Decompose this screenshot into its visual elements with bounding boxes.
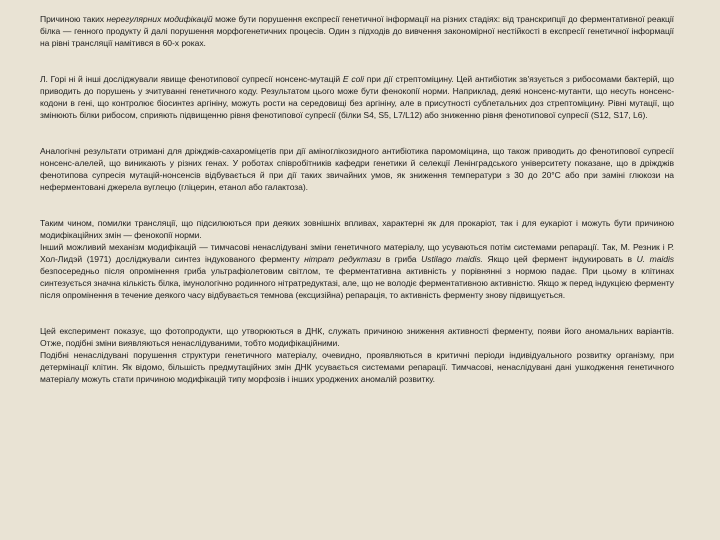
text-run: Цей експеримент показує, що фотопродукти, що утворюються в ДНК, служать причиною зниження активності ферменту, появи його аномальних варіантів. Отже, подібні зміни виявляються ненаслідуваними, тобто модифікаційними.	[40, 326, 674, 348]
text-run: Якщо цей фермент індукировать в	[482, 253, 637, 264]
paragraph-experiment-conclusion	[40, 326, 674, 350]
paragraph-streptomycin-suppression	[40, 74, 674, 146]
text-run: безпосередньо після опромінення гриба ультрафіолетовим світлом, те ферментативна активність у порівнянні з нормою падає. При цьому в клітинах синтезується значна кількість білка, імунологічно родинного нітратредуктазі, але, що не володіє ферментативною активністю. Якщо ж перед індукцією ферменту після опромінення в течение деякого часу відбувається темнова (ексцизійна) репарація, то активність ферменту знову підвищується.	[40, 265, 674, 300]
text-run: Подібні ненаслідувані порушення структури генетичного матеріалу, очевидно, проявляються в критичні періоди індивідуального розвитку організму, при детермінації клітин. Як відомо, більшість предмутаційних змін ДНК усувається системами репарації. Тимчасові, ненаслідувані дані ушкодження генетичного матеріалу можуть стати причиною модифікацій типу морфозів і інших уроджених аномалій розвитку.	[40, 350, 674, 384]
text-run: може бути порушення експресії генетичної інформації на різних стадіях: від транскрипції до ферментативної реакції білка — генного продукту й далі порушення морфогенетичних процесів. Один з підходів до вивчення закономірної нестійкості в експресії генетичної інформації на рівні трансляції намітився в 60-х роках.	[40, 14, 674, 48]
text-body	[40, 14, 674, 398]
text-run-italic: нерегулярних модифікацій	[106, 14, 213, 24]
text-run-italic: Е coli	[342, 74, 364, 84]
text-run-italic: нітрат редуктази	[304, 253, 381, 264]
text-run-italic: Ustilago maidis.	[421, 253, 483, 264]
text-run: Інший можливий механізм модифікацій — тимчасові ненаслідувані зміни генетичного матеріалу, що усуваються потім системами репарації. Так, М. Резник і Р. Хол-Лидэй (1971) досліджували синтез індукованого ферменту	[40, 242, 674, 264]
text-run: Причиною таких	[40, 14, 107, 24]
text-run: при дії стрептоміцину. Цей антибіотик зв'язується з рибосомами бактерій, що приводить до порушень у зчитуванні генетичного коду. Результатом цього може бути фенокопії норми. Наприклад, деякі нонсенс-мутанти, що несуть нонсенс-кодони в гені, що контролює біосинтез аргініну, можуть рости на середовищі без аргініну, але в присутності сублетальних доз стрептоміцину. Рівні мутації, що змінюють білки рибосом, сприяють підвищенню рівня фенотипової супресії (білки S4, S5, L7/L12) або зниженню рівня фенотипової супресії (S12, S17, L6).	[40, 74, 675, 120]
text-run: в гриба	[381, 253, 422, 264]
text-run: Л. Горі ні й інші досліджували явище фенотипової супресії нонсенс-мутацій	[40, 74, 343, 84]
paragraph-repair-mechanism	[40, 242, 674, 326]
paragraph-translation-errors	[40, 218, 674, 242]
text-run-italic: U. maidis	[636, 253, 675, 264]
paragraph-developmental-anomalies	[40, 350, 674, 398]
paragraph-yeast-results	[40, 146, 674, 218]
text-run: Аналогічні результати отримані для дріжджів-сахароміцетів при дії аміноглікозидного антибіотика паромоміцина, що також приводить до фенотипової супресії нонсенс-алелей, що виникають у різних генах. У роботах співробітників кафедри генетики й селекції Ленінградського університету показане, що в дріжджів фенотипова супресія мутацій-нонсенсів відбувається й при дії таких звичайних умов, як зниження температури з 30 до 20°С або при заміні глюкози на неферментовані джерела вуглецю (гліцерин, етанол або галактоза).	[40, 146, 674, 192]
paragraph-irregular-modifications	[40, 14, 674, 74]
text-run: Таким чином, помилки трансляції, що підсилюються при деяких зовнішніх впливах, характерні як для прокаріот, так і для еукаріот і можуть бути причиною модифікаційних змін — фенокопії норми.	[40, 218, 674, 240]
